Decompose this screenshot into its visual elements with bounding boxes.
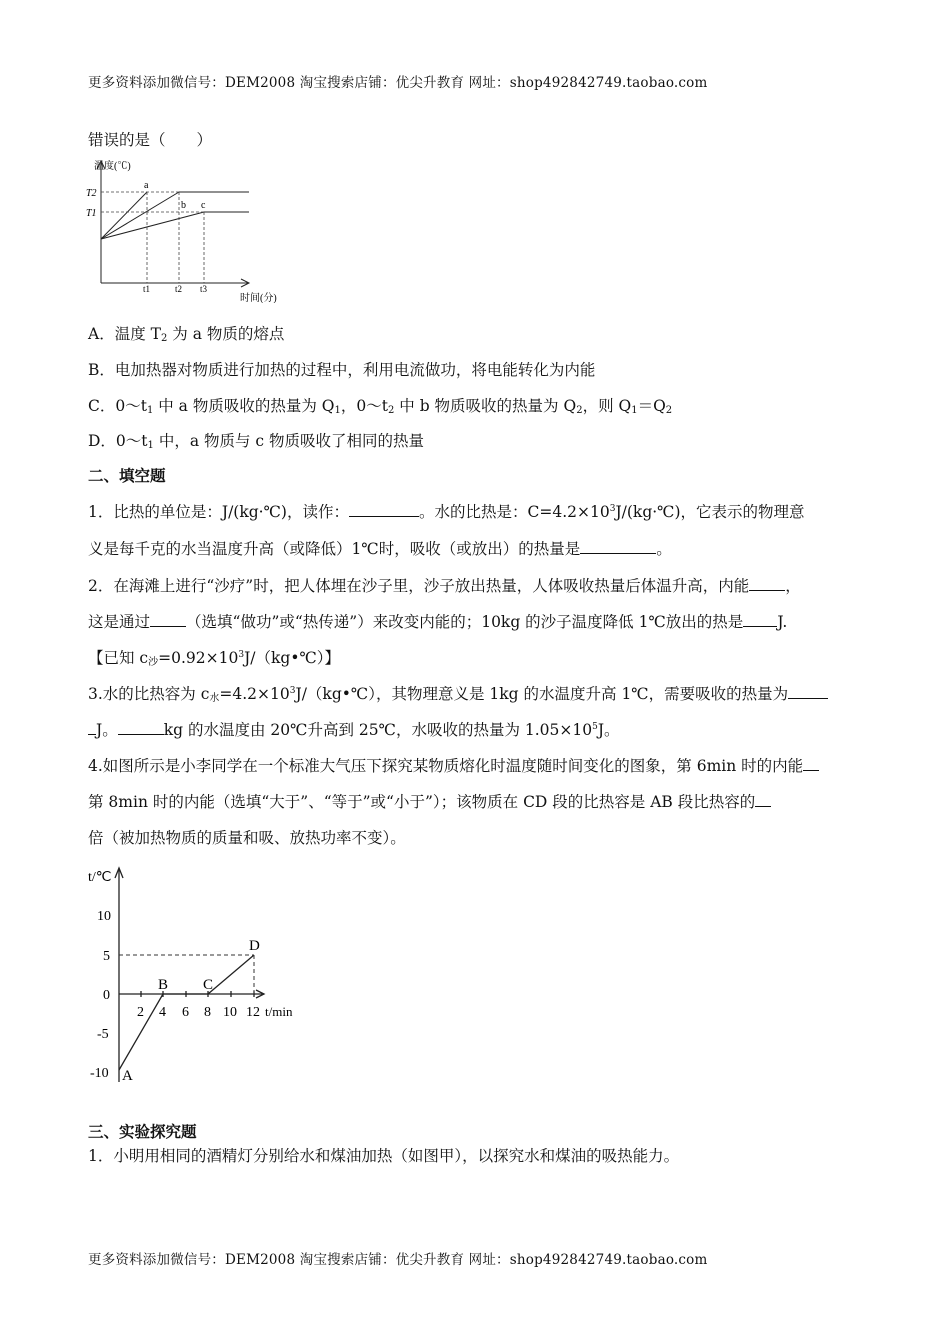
graph2-point-label: C	[203, 977, 214, 993]
q2-line2: 这是通过 （选填“做功”或“热传递”）来改变内能的；10kg 的沙子温度降低 1℃放出的热是 J.	[88, 613, 788, 631]
graph1-x-label: 时间(分)	[240, 293, 277, 303]
page-footer: 更多资料添加微信号：DEM2008 淘宝搜索店铺：优尖升教育 网址：shop492842749.taobao.com	[88, 1252, 708, 1268]
graph2-y-tick: 0	[103, 988, 110, 1003]
graph1-y-tick: T1	[86, 208, 97, 219]
graph2-y-tick: -5	[97, 1027, 109, 1042]
graph1-x-tick: t1	[143, 284, 151, 294]
question-stem: 错误的是（ ）	[88, 131, 213, 149]
graph2-point-label: D	[249, 938, 260, 954]
graph2-x-tick: 2	[137, 1005, 144, 1020]
q2-line1: 2．在海滩上进行“沙疗”时，把人体埋在沙子里，沙子放出热量，人体吸收热量后体温升高，内能 ，	[88, 577, 801, 595]
graph2-y-tick: 10	[97, 909, 111, 924]
q2-line3: 【已知 $c_沙=0.92\times 10^3J/(kg•℃)$】	[88, 649, 341, 668]
s3-q1: 1．小明用相同的酒精灯分别给水和煤油加热（如图甲），以探究水和煤油的吸热能力。	[88, 1147, 680, 1165]
graph2-x-tick: 10	[223, 1005, 237, 1020]
graph1-y-label: 温度(℃)	[94, 161, 131, 172]
graph2-x-tick: 6	[182, 1005, 189, 1020]
line-c	[101, 212, 204, 239]
option-b: B．电加热器对物质进行加热的过程中，利用电流做功，将电能转化为内能	[88, 361, 596, 379]
section-title-experiment: 三、实验探究题	[88, 1122, 197, 1141]
q4-line2: 第 8min 时的内能（选填“大于”、“等于”或“小于”）；该物质在 CD 段的比热容是 AB 段比热容的	[88, 790, 771, 812]
graph1-point-label: a	[144, 180, 149, 191]
graph2-point-label: A	[122, 1068, 133, 1084]
graph2-x-tick: 8	[204, 1005, 211, 1020]
q1-line2: 义是每千克的水当温度升高（或降低）1℃时，吸收（或放出）的热量是 。	[88, 540, 672, 558]
temperature-time-graph	[84, 155, 294, 303]
graph2-y-tick: 5	[103, 949, 110, 964]
graph1-point-label: b	[181, 200, 186, 211]
option-c: C．$0\sim t_1$ 中 a 物质吸收的热量为 $Q_1$，$0\sim t_2$ 中 b 物质吸收的热量为 $Q_2$，则 $Q_1=Q_2$	[88, 397, 673, 416]
graph2-x-tick: 4	[159, 1005, 166, 1020]
page-header: 更多资料添加微信号：DEM2008 淘宝搜索店铺：优尖升教育 网址：shop492842749.taobao.com	[88, 75, 708, 91]
graph1-x-tick: t2	[175, 284, 183, 294]
section-title-fill-in: 二、填空题	[88, 466, 166, 485]
graph1-x-tick: t3	[200, 284, 208, 294]
graph1-point-label: c	[201, 200, 206, 211]
q1-line1: 1．比热的单位是：J/(kg·℃)，读作： 。水的比热是：$C=4.2\times 10^3J/(kg\cdot℃)$，它表示的物理意	[88, 503, 805, 521]
graph2-y-label: t/℃	[88, 870, 112, 885]
q4-line3: 倍（被加热物质的质量和吸、放热功率不变）。	[88, 829, 406, 847]
segment-cd	[208, 955, 254, 994]
graph2-point-label: B	[158, 977, 169, 993]
q3-line1: 3.水的比热容为 $c_水=4.2\times 10^3J/(kg•℃)$，其物理意义是 1kg 的水温度升高 1℃，需要吸收的热量为	[88, 682, 828, 704]
graph1-y-tick: T2	[86, 188, 97, 199]
graph2-x-label: t/min	[265, 1004, 293, 1019]
option-d: D．$0\sim t_1$ 中，a 物质与 c 物质吸收了相同的热量	[88, 432, 425, 451]
graph2-y-tick: -10	[90, 1066, 109, 1081]
option-a: A．温度 $T_2$ 为 a 物质的熔点	[88, 325, 285, 344]
graph2-x-tick: 12	[246, 1005, 260, 1020]
q4-line1: 4.如图所示是小李同学在一个标准大气压下探究某物质熔化时温度随时间变化的图象，第 6min 时的内能	[88, 754, 819, 776]
q3-line2: J。 kg 的水温度由 20℃升高到 25℃，水吸收的热量为 $1.05\times 10^5J$。	[88, 718, 620, 740]
melting-graph	[84, 862, 306, 1090]
